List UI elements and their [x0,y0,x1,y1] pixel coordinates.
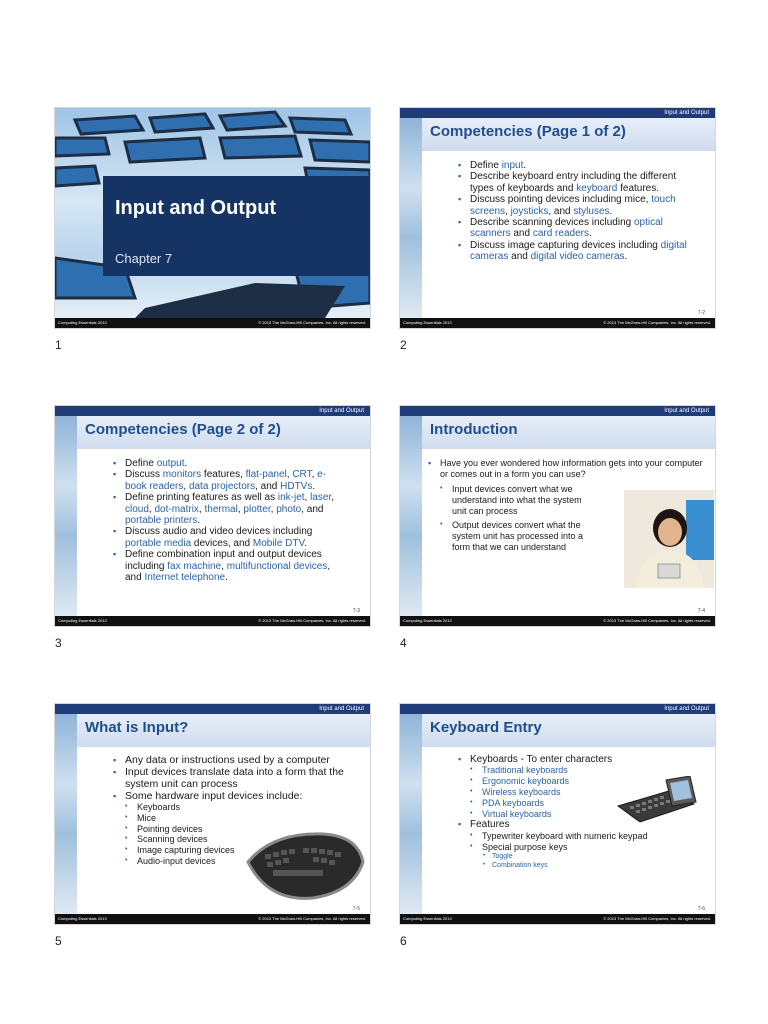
bullet-list [458,160,690,263]
slide-number: 3 [55,636,62,650]
bullet: ▪ Discuss pointing devices including mice, touch screens, joysticks, and styluses. [458,194,690,217]
slide-title: Competencies (Page 1 of 2) [430,123,626,140]
slide-number: 4 [400,636,407,650]
slide-title: What is Input? [85,719,189,736]
sub-bullet: • Traditional keyboards [458,765,708,776]
bullet: ▪ Define input. [458,160,690,171]
slide-header-bar: Input and Output [55,406,370,416]
slide-3 [55,406,370,626]
footer-right: © 2013 The McGraw-Hill Companies, Inc. All rights reserved. [258,618,366,623]
bullet-list [428,458,708,481]
footer-left: Computing Essentials 2013 [403,320,452,325]
sub-bullet: • Keyboards [113,802,353,813]
sub-bullet: • Audio-input devices [113,856,353,867]
bullet: ▪ Keyboards - To enter characters [458,754,708,765]
slide-number: 5 [55,934,62,948]
sky-sidebar [400,118,422,318]
bullet: ▪ Any data or instructions used by a computer [113,754,353,766]
slide-2 [400,108,715,328]
sub-bullet: • Mice [113,813,353,824]
sub-bullet: • Typewriter keyboard with numeric keypad [458,831,708,842]
slide-footer [55,318,370,328]
slide-header-bar: Input and Output [55,704,370,714]
bullet-list [113,458,345,583]
sky-sidebar [400,416,422,616]
slide-title: Competencies (Page 2 of 2) [85,421,281,438]
slide-title: Input and Output [115,197,277,219]
page-number: 7-6 [697,906,705,912]
sub-bullet: • Special purpose keys [458,842,708,853]
slide-footer [400,914,715,924]
sub-bullet-list [428,484,598,553]
bullet: ▪ Define printing features as well as ink-jet, laser, cloud, dot-matrix, thermal, plotter, photo, and portable printers. [113,492,345,526]
sub-bullet: • Input devices convert what we understand into what the system unit can process [428,484,598,516]
slide-footer [55,616,370,626]
sky-sidebar [400,714,422,914]
slide-6 [400,704,715,924]
sub-bullet: • Scanning devices [113,834,353,845]
footer-right: © 2013 The McGraw-Hill Companies, Inc. All rights reserved. [258,916,366,921]
slide-footer [55,914,370,924]
page-number: 7-3 [352,608,360,614]
footer-left: Computing Essentials 2013 [58,320,107,325]
footer-right: © 2013 The McGraw-Hill Companies, Inc. All rights reserved. [603,618,711,623]
slide-footer [400,616,715,626]
slide-title: Keyboard Entry [430,719,542,736]
footer-right: © 2013 The McGraw-Hill Companies, Inc. All rights reserved. [603,320,711,325]
sub-bullet: • PDA keyboards [458,798,708,809]
bullet: ▪ Input devices translate data into a form that the system unit can process [113,766,353,790]
bullet: ▪ Describe keyboard entry including the different types of keyboards and keyboard features. [458,171,690,194]
sub-sub-bullet: • Toggle [458,852,708,861]
page-number: 7-5 [352,906,360,912]
sky-sidebar [55,416,77,616]
bullet: ▪ Discuss audio and video devices including portable media devices, and Mobile DTV. [113,526,345,549]
sub-bullet: • Output devices convert what the system unit has processed into a form that we can understand [428,520,598,552]
bullet: ▪ Features [458,819,708,830]
slide-header-bar: Input and Output [400,108,715,118]
footer-right: © 2013 The McGraw-Hill Companies, Inc. All rights reserved. [603,916,711,921]
slide-footer [400,318,715,328]
sub-bullet: • Pointing devices [113,824,353,835]
slide-number: 1 [55,338,62,352]
ergonomic-keyboard-image [243,822,368,907]
woman-with-tablet-image [624,490,714,588]
footer-left: Computing Essentials 2013 [403,618,452,623]
slide-title: Introduction [430,421,518,438]
slide-header-bar: Input and Output [400,406,715,416]
sky-sidebar [55,714,77,914]
footer-left: Computing Essentials 2013 [58,618,107,623]
sub-bullet: • Image capturing devices [113,845,353,856]
bullet: ▪ Have you ever wondered how information gets into your computer or comes out in a form you can use? [428,458,708,480]
slide-header-bar: Input and Output [400,704,715,714]
bullet: ▪ Describe scanning devices including optical scanners and card readers. [458,217,690,240]
sub-bullet: • Virtual keyboards [458,809,708,820]
slide-subtitle: Chapter 7 [115,251,173,266]
slide-1 [55,108,370,328]
title-box [103,176,370,276]
page-number: 7-2 [697,310,705,316]
pda-keyboard-image [614,776,699,831]
footer-left: Computing Essentials 2013 [58,916,107,921]
bullet: ▪ Some hardware input devices include: [113,790,353,802]
footer-left: Computing Essentials 2013 [403,916,452,921]
bullet: ▪ Define combination input and output devices including fax machine, multifunctional devices, and Internet telephone. [113,549,345,583]
slide-5 [55,704,370,924]
bullet: ▪ Define output. [113,458,345,469]
bullet: ▪ Discuss monitors features, flat-panel, CRT, e-book readers, data projectors, and HDTVs. [113,469,345,492]
sub-sub-bullet: • Combination keys [458,861,708,870]
page-number: 7-4 [697,608,705,614]
person-photo [624,490,714,588]
slide-number: 2 [400,338,407,352]
bullet: ▪ Discuss image capturing devices including digital cameras and digital video cameras. [458,240,690,263]
footer-right: © 2013 The McGraw-Hill Companies, Inc. All rights reserved. [258,320,366,325]
sub-bullet: • Ergonomic keyboards [458,776,708,787]
slide-4 [400,406,715,626]
sub-bullet: • Wireless keyboards [458,787,708,798]
slide-number: 6 [400,934,407,948]
